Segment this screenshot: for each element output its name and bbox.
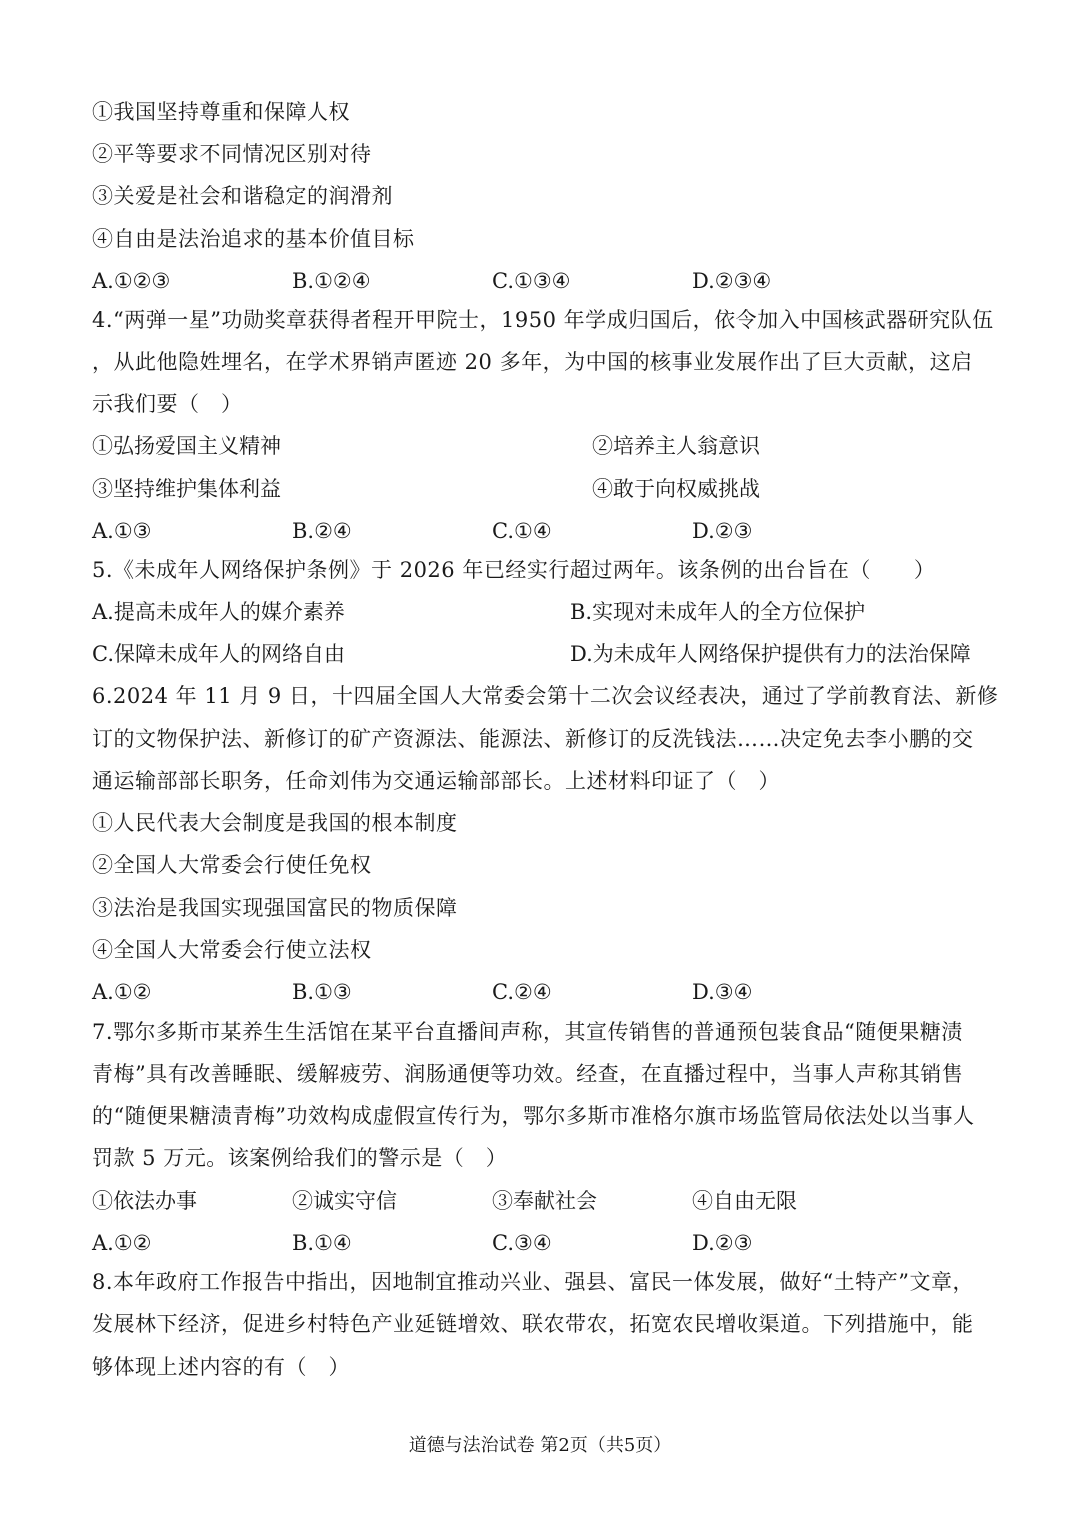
q5-option-b: B.实现对未成年人的全方位保护 [570, 600, 866, 624]
q3-option-a: A.①②③ [92, 269, 171, 293]
q4-stem-line-3: 示我们要（ ） [92, 392, 243, 416]
q5-option-d: D.为未成年人网络保护提供有力的法治保障 [570, 642, 971, 666]
q7-item-1: ①依法办事 [92, 1189, 197, 1213]
q7-item-2: ②诚实守信 [292, 1189, 397, 1213]
q7-stem-line-3: 的“随便果糖渍青梅”功效构成虚假宣传行为，鄂尔多斯市准格尔旗市场监管局依法处以当事人 [92, 1104, 975, 1128]
q6-item-2: ②全国人大常委会行使任免权 [92, 853, 372, 877]
q7-item-3: ③奉献社会 [492, 1189, 597, 1213]
q4-item-4: ④敢于向权威挑战 [592, 477, 760, 501]
q7-item-4: ④自由无限 [692, 1189, 797, 1213]
q4-option-a: A.①③ [92, 519, 152, 543]
q8-stem-line-3: 够体现上述内容的有（ ） [92, 1355, 350, 1379]
q7-stem-line-1: 7.鄂尔多斯市某养生生活馆在某平台直播间声称，其宣传销售的普通预包装食品“随便果糖渍 [92, 1020, 963, 1044]
q6-stem-line-3: 通运输部部长职务，任命刘伟为交通运输部部长。上述材料印证了（ ） [92, 769, 780, 793]
q5-option-c: C.保障未成年人的网络自由 [92, 642, 345, 666]
q4-stem-line-1: 4.“两弹一星”功勋奖章获得者程开甲院士，1950 年学成归国后，依令加入中国核武器研究队伍 [92, 308, 994, 332]
page-footer: 道德与法治试卷 第2页（共5页） [408, 1435, 672, 1456]
q5-stem: 5.《未成年人网络保护条例》于 2026 年已经实行超过两年。该条例的出台旨在（ ） [92, 558, 936, 582]
q8-stem-line-2: 发展林下经济，促进乡村特色产业延链增效、联农带农，拓宽农民增收渠道。下列措施中，能 [92, 1312, 974, 1336]
q7-option-b: B.①④ [292, 1231, 352, 1255]
q4-option-d: D.②③ [692, 519, 753, 543]
q3-item-1: ①我国坚持尊重和保障人权 [92, 100, 350, 124]
q4-option-b: B.②④ [292, 519, 352, 543]
q4-item-3: ③坚持维护集体利益 [92, 477, 281, 501]
q4-option-c: C.①④ [492, 519, 552, 543]
q3-option-b: B.①②④ [292, 269, 371, 293]
q3-item-2: ②平等要求不同情况区别对待 [92, 142, 372, 166]
q6-item-3: ③法治是我国实现强国富民的物质保障 [92, 896, 458, 920]
q7-option-d: D.②③ [692, 1231, 753, 1255]
q4-item-2: ②培养主人翁意识 [592, 434, 760, 458]
q6-option-d: D.③④ [692, 980, 753, 1004]
q7-option-c: C.③④ [492, 1231, 552, 1255]
q7-option-a: A.①② [92, 1231, 152, 1255]
q4-item-1: ①弘扬爱国主义精神 [92, 434, 281, 458]
q4-stem-line-2: ，从此他隐姓埋名，在学术界销声匿迹 20 多年，为中国的核事业发展作出了巨大贡献，这启 [92, 350, 973, 374]
q3-option-d: D.②③④ [692, 269, 772, 293]
q6-option-a: A.①② [92, 980, 152, 1004]
q6-stem-line-2: 订的文物保护法、新修订的矿产资源法、能源法、新修订的反洗钱法……决定免去李小鹏的交 [92, 727, 974, 751]
q7-stem-line-2: 青梅”具有改善睡眠、缓解疲劳、润肠通便等功效。经查，在直播过程中，当事人声称其销售 [92, 1062, 964, 1086]
q6-stem-line-1: 6.2024 年 11 月 9 日，十四届全国人大常委会第十二次会议经表决，通过了学前教育法、新修 [92, 684, 999, 708]
q6-item-4: ④全国人大常委会行使立法权 [92, 938, 372, 962]
q3-item-3: ③关爱是社会和谐稳定的润滑剂 [92, 184, 393, 208]
q6-item-1: ①人民代表大会制度是我国的根本制度 [92, 811, 458, 835]
q6-option-c: C.②④ [492, 980, 552, 1004]
q6-option-b: B.①③ [292, 980, 352, 1004]
q8-stem-line-1: 8.本年政府工作报告中指出，因地制宜推动兴业、强县、富民一体发展，做好“土特产”文章， [92, 1270, 975, 1294]
q5-option-a: A.提高未成年人的媒介素养 [92, 600, 345, 624]
q3-item-4: ④自由是法治追求的基本价值目标 [92, 227, 415, 251]
q3-option-c: C.①③④ [492, 269, 571, 293]
q7-stem-line-4: 罚款 5 万元。该案例给我们的警示是（ ） [92, 1146, 508, 1170]
